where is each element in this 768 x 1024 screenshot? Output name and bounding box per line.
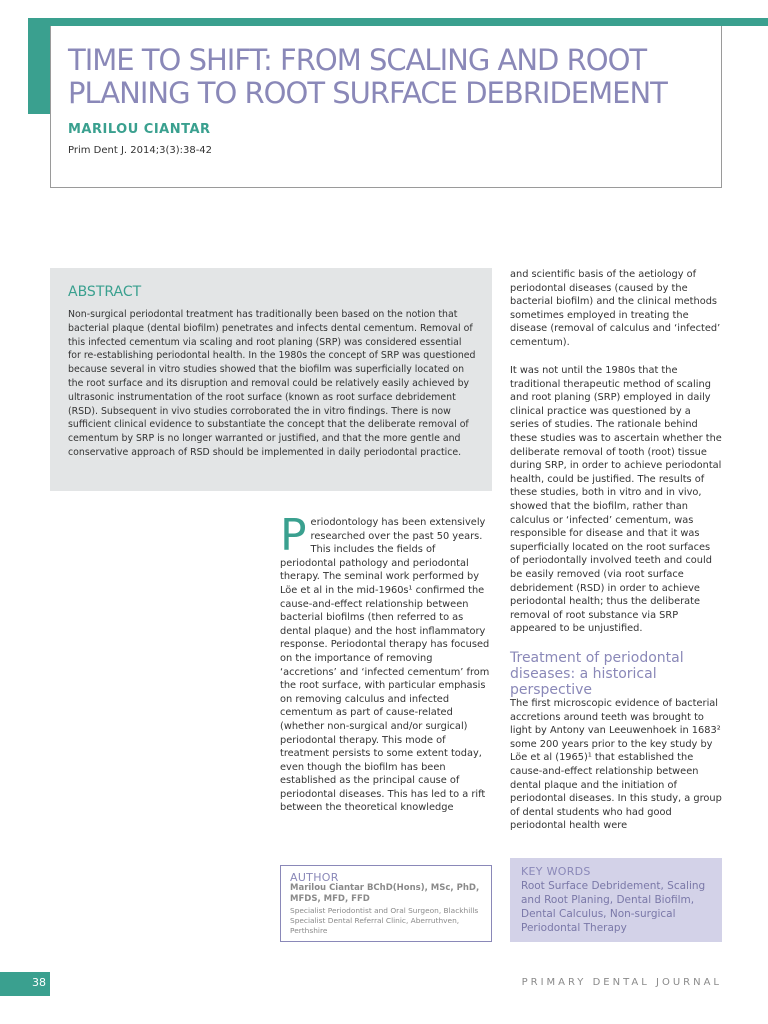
keywords-label: KEY WORDS <box>521 865 591 878</box>
header-accent-tab <box>28 18 50 114</box>
keywords-text: Root Surface Debridement, Scaling and Root Planing, Dental Biofilm, Dental Calculus, Non-surgical Periodontal Therapy <box>521 880 706 934</box>
body-paragraph-3: The first microscopic evidence of bacterial accretions around teeth was brought to light by Antony van Leeuwenhoek in 1683² some 200 years prior to the key study by Löe et al (1965)¹ that established the cause-and-effect relationship between dental plaque and the initiation of periodontal diseases. In this study, a group of dental students who had good periodontal health were <box>510 698 722 832</box>
abstract-heading: ABSTRACT <box>68 284 142 300</box>
body-paragraph-1: and scientific basis of the aetiology of periodontal diseases (caused by the bacterial biofilm) and the clinical methods sometimes employed in treating the disease (removal of calculus and ‘infected’ cementum). <box>510 269 721 348</box>
article-title: TIME TO SHIFT: FROM SCALING AND ROOT PLANING TO ROOT SURFACE DEBRIDEMENT <box>68 43 667 110</box>
intro-text: eriodontology has been extensively researched over the past 50 years. This includes the fields of periodontal pathology and periodontal therapy. The seminal work performed by Löe et al in the mid-1960s¹ confirmed the cause-and-effect relationship between bacterial biofilms (then referred to as dental plaque) and the host inflammatory response. Periodontal therapy has focused on the importance of removing ‘accretions’ and ‘infected cementum’ from the root surface, with particular emphasis on removing calculus and infected cementum as part of cause-related (whether non-surgical and/or surgical) periodontal therapy. This mode of treatment persists to some extent today, even though the biofilm has been established as the principal cause of periodontal diseases. This has led to a rift between the theoretical knowledge <box>280 517 490 814</box>
intro-paragraph <box>280 510 490 815</box>
body-paragraph-2: It was not until the 1980s that the traditional therapeutic method of scaling and root planing (SRP) employed in daily clinical practice was questioned by a series of studies. The rationale behind these studies was to ascertain whether the deliberate removal of tooth (root) tissue during SRP, in order to achieve periodontal health, could be justified. The results of these studies, both in vitro and in vivo, showed that the biofilm, rather than calculus or ‘infected’ cementum, was responsible for disease and that it was superficially located on the root surfaces of periodontally involved teeth and could be easily removed (via root surface debridement (RSD) in order to achieve periodontal health; thus the deliberate removal of root substance via SRP appeared to be unjustified. <box>510 365 722 635</box>
author-credentials: Marilou Ciantar BChD(Hons), MSc, PhD, MFDS, MFD, FFD <box>290 883 480 904</box>
article-citation: Prim Dent J. 2014;3(3):38-42 <box>68 145 213 156</box>
author-box-label: AUTHOR <box>290 871 339 884</box>
page-number: 38 <box>32 976 46 989</box>
article-author: MARILOU CIANTAR <box>68 122 211 137</box>
journal-name: PRIMARY DENTAL JOURNAL <box>521 977 722 988</box>
section-heading: Treatment of periodontal diseases: a historical perspective <box>510 650 684 698</box>
drop-cap: P <box>280 510 307 561</box>
header-accent-bar <box>28 18 768 26</box>
abstract-text: Non-surgical periodontal treatment has traditionally been based on the notion that bacterial plaque (dental biofilm) penetrates and infects dental cementum. Removal of this infected cementum via scaling and root planing (SRP) was considered essential for re-establishing periodontal health. In the 1980s the concept of SRP was questioned because several in vitro studies showed that the biofilm was superficially located on the root surface and its disruption and removal could be relatively easily achieved by ultrasonic instrumentation of the root surface (known as root surface debridement (RSD). Subsequent in vivo studies corroborated the in vitro findings. There is now sufficient clinical evidence to substantiate the concept that the deliberate removal of cementum by SRP is no longer warranted or justified, and that the more gentle and conservative approach of RSD should be implemented in daily periodontal practice. <box>68 309 476 458</box>
author-affiliation: Specialist Periodontist and Oral Surgeon, Blackhills Specialist Dental Referral Clinic, Aberruthven, Perthshire <box>290 906 479 935</box>
